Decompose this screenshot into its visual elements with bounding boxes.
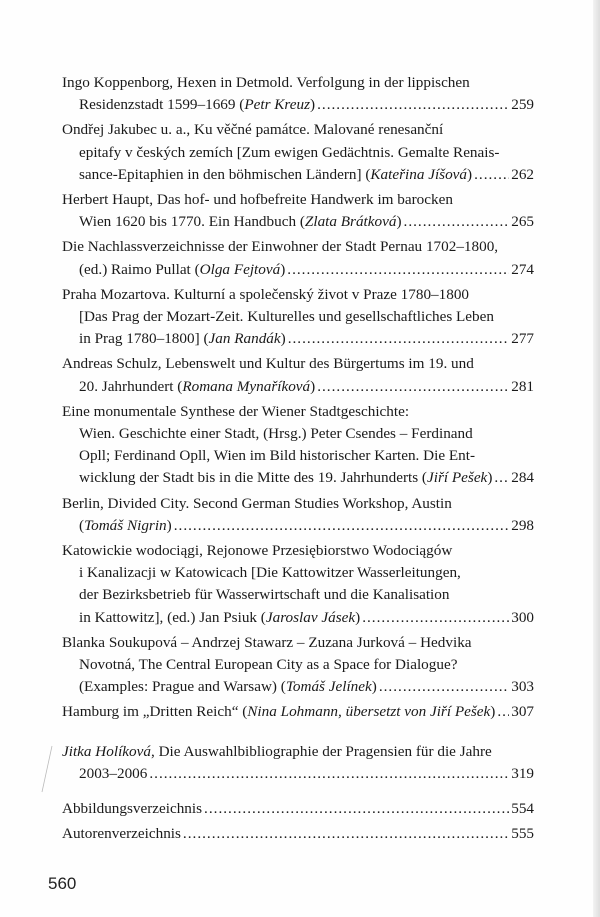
toc-page-number: 303 xyxy=(511,678,534,696)
toc-entry-line: der Bezirksbetrieb für Wasserwirtschaft und die Kanalisation xyxy=(79,586,450,604)
toc-entry xyxy=(62,353,534,397)
dot-leader xyxy=(204,798,509,820)
toc-entry xyxy=(62,632,534,699)
toc-entry-line: Die Nachlassverzeichnisse der Einwohner der Stadt Pernau 1702–1800, xyxy=(62,238,499,256)
toc-entry-line: epitafy v českých zemích [Zum ewigen Gedächtnis. Gemalte Renais- xyxy=(79,143,500,161)
dot-leader xyxy=(362,607,509,629)
toc-entry xyxy=(62,236,534,280)
toc-entry-last-line xyxy=(62,328,534,350)
toc-entry-last-line xyxy=(62,607,534,629)
toc-entry-line: Jitka Holíková, Die Auswahlbibliographie der Pragensien für die Jahre xyxy=(62,742,492,760)
toc-index-entry xyxy=(62,798,534,820)
toc-entry-line: Andreas Schulz, Lebenswelt und Kultur des Bürgertums im 19. und xyxy=(62,355,474,373)
table-of-contents xyxy=(62,72,534,849)
toc-entry-line: Berlin, Divided City. Second German Studies Workshop, Austin xyxy=(62,494,452,512)
toc-entry-text: Residenzstadt 1599–1669 (Petr Kreuz) xyxy=(79,96,316,114)
toc-entry xyxy=(62,189,534,233)
toc-entry-last-line xyxy=(62,467,534,489)
toc-entry xyxy=(62,540,534,629)
toc-entry xyxy=(62,72,534,116)
toc-entry-line: [Das Prag der Mozart-Zeit. Kulturelles und gesellschaftliches Leben xyxy=(79,308,494,326)
toc-entry-last-line xyxy=(62,376,534,398)
toc-entry-text: (ed.) Raimo Pullat (Olga Fejtová) xyxy=(79,260,286,278)
toc-entry-text: 2003–2006 xyxy=(79,764,148,782)
dot-leader xyxy=(379,676,509,698)
toc-entry-text: in Kattowitz], (ed.) Jan Psiuk (Jaroslav Jásek) xyxy=(79,608,361,626)
toc-entry-last-line xyxy=(62,164,534,186)
toc-page-number: 274 xyxy=(511,260,534,278)
dot-leader xyxy=(174,515,510,537)
toc-entry-last-line xyxy=(62,515,534,537)
toc-entry-text: sance-Epitaphien in den böhmischen Ländern] (Kateřina Jíšová) xyxy=(79,165,473,183)
dot-leader xyxy=(474,164,509,186)
toc-page-number: 307 xyxy=(511,703,534,721)
toc-entry-text: wicklung der Stadt bis in die Mitte des 19. Jahrhunderts (Jiří Pešek) xyxy=(79,469,493,487)
dot-leader xyxy=(149,763,509,785)
toc-entry-text: (Examples: Prague and Warsaw) (Tomáš Jelínek) xyxy=(79,678,377,696)
toc-index-entry xyxy=(62,823,534,845)
toc-entry-line: Herbert Haupt, Das hof- und hofbefreite Handwerk im barocken xyxy=(62,191,453,209)
toc-entry-line: Blanka Soukupová – Andrzej Stawarz – Zuzana Jurková – Hedvika xyxy=(62,633,472,651)
pencil-mark xyxy=(40,744,54,794)
dot-leader xyxy=(494,467,509,489)
page-number: 560 xyxy=(48,874,77,893)
toc-entry xyxy=(62,119,534,186)
toc-entry-line: Praha Mozartova. Kulturní a společenský život v Praze 1780–1800 xyxy=(62,285,470,303)
toc-entry-line: Eine monumentale Synthese der Wiener Stadtgeschichte: xyxy=(62,402,410,420)
dot-leader xyxy=(183,823,509,845)
toc-entry-last-line xyxy=(62,259,534,281)
toc-entry-last-line xyxy=(62,211,534,233)
toc-entry-line: Ingo Koppenborg, Hexen in Detmold. Verfolgung in der lippischen xyxy=(62,74,470,91)
toc-entry-last-line xyxy=(62,701,534,723)
toc-entry-line: i Kanalizacji w Katowicach [Die Kattowitzer Wasserleitungen, xyxy=(79,564,461,582)
toc-entry-line: Novotná, The Central European City as a Space for Dialogue? xyxy=(79,656,458,674)
toc-entry-last-line xyxy=(62,676,534,698)
toc-page-number: 265 xyxy=(511,213,534,231)
toc-entry-bibliography xyxy=(62,741,534,785)
toc-page-number: 281 xyxy=(511,377,534,395)
toc-entry-text: Abbildungsverzeichnis xyxy=(62,800,203,818)
toc-entry-text: (Tomáš Nigrin) xyxy=(79,516,172,534)
toc-entry-text: Wien 1620 bis 1770. Ein Handbuch (Zlata Brátková) xyxy=(79,213,402,231)
spacer xyxy=(62,788,534,798)
toc-entry-line: Katowickie wodociągi, Rejonowe Przesiębiorstwo Wodociągów xyxy=(62,542,453,560)
toc-entry-text: Autorenverzeichnis xyxy=(62,825,181,843)
toc-entry-line: Wien. Geschichte einer Stadt, (Hrsg.) Peter Csendes – Ferdinand xyxy=(79,425,473,443)
toc-page-number: 298 xyxy=(511,516,534,534)
toc-entry-line: Opll; Ferdinand Opll, Wien im Bild historischer Karten. Die Ent- xyxy=(79,447,476,465)
dot-leader xyxy=(317,94,509,116)
dot-leader xyxy=(288,328,510,350)
toc-page-number: 262 xyxy=(511,165,534,183)
toc-entry xyxy=(62,701,534,723)
spacer xyxy=(62,727,534,741)
toc-page-number: 555 xyxy=(511,825,534,843)
toc-page-number: 277 xyxy=(511,330,534,348)
page-edge-shadow xyxy=(593,0,600,917)
toc-entry-text: 20. Jahrhundert (Romana Mynaříková) xyxy=(79,377,316,395)
toc-page-number: 319 xyxy=(511,764,534,782)
toc-entry xyxy=(62,401,534,490)
toc-page-number: 300 xyxy=(511,608,534,626)
toc-page-number: 554 xyxy=(511,800,534,818)
dot-leader xyxy=(317,376,509,398)
dot-leader xyxy=(404,211,510,233)
toc-entry-text: Hamburg im „Dritten Reich“ (Nina Lohmann, übersetzt von Jiří Pešek) xyxy=(62,703,496,721)
dot-leader xyxy=(287,259,509,281)
toc-page-number: 259 xyxy=(511,96,534,114)
toc-entry-text: in Prag 1780–1800] (Jan Randák) xyxy=(79,330,286,348)
toc-page-number: 284 xyxy=(511,469,534,487)
toc-entry-line: Ondřej Jakubec u. a., Ku věčné památce. Malované renesanční xyxy=(62,121,444,139)
toc-entry-last-line xyxy=(62,94,534,116)
dot-leader xyxy=(497,701,509,723)
toc-entry-last-line xyxy=(62,763,534,785)
toc-entry xyxy=(62,493,534,537)
toc-entry xyxy=(62,284,534,351)
